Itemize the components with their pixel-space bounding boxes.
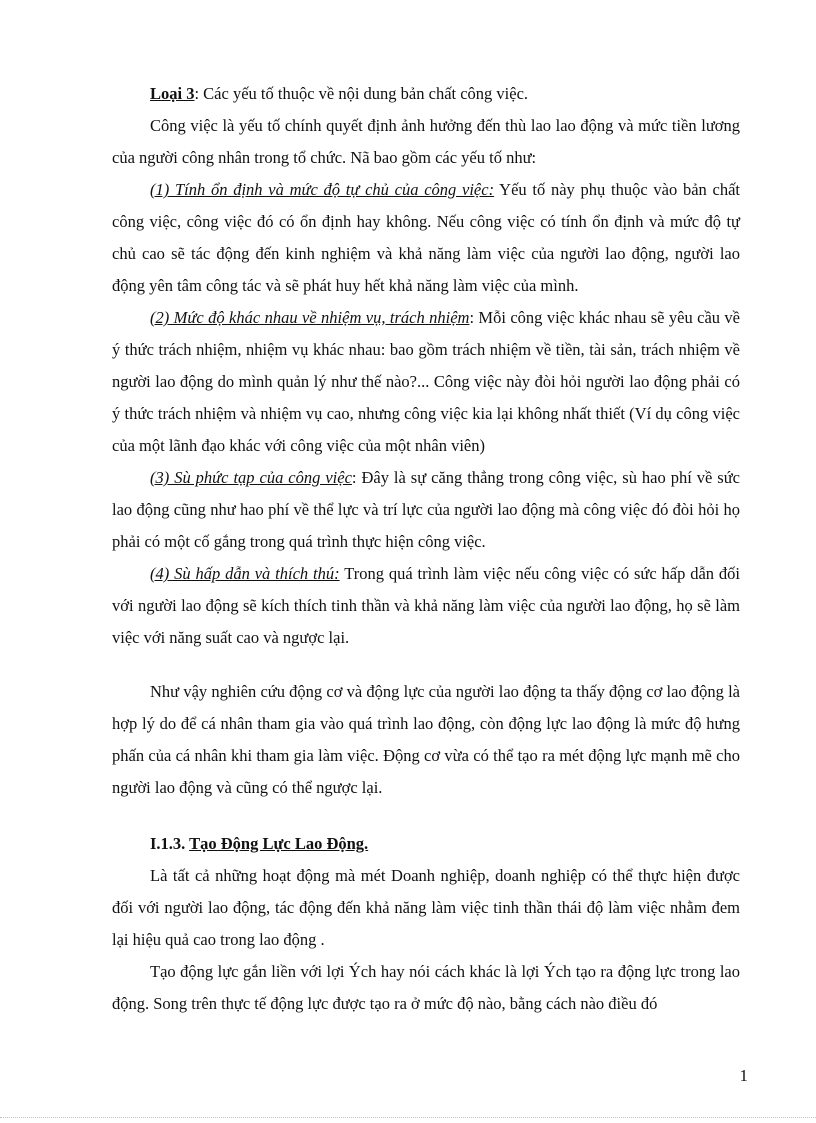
factor-3-label: (3) Sù phức tạp của công việc (150, 468, 352, 487)
paragraph-loi-ich (112, 956, 740, 1020)
factor-1-label: (1) Tính ổn định và mức độ tự chủ của công việc: (150, 180, 495, 199)
factor-4-text: Trong quá trình làm việc nếu công việc có sức hấp dẫn đối với người lao động sẽ kích thích tinh thần và khả năng làm việc của người lao động, họ sẽ làm việc với năng suất cao và ngược lại. (112, 564, 740, 647)
section-number: I.1.3. (150, 834, 190, 853)
definition-text: Là tất cả những hoạt động mà mét Doanh nghiệp, doanh nghiệp có thể thực hiện được đối với người lao động, tác động đến khả năng làm việc tinh thần thái độ làm việc nhằm đem lại hiệu quả cao trong lao động . (112, 866, 740, 949)
factor-3-text: : Đây là sự căng thẳng trong công việc, sù hao phí về sức lao động cũng như hao phí về thể lực và trí lực của người lao động mà công việc đó đòi hỏi họ phải có một cố gắng trong quá trình thực hiện công việc. (112, 468, 740, 551)
factor-1-text: Yếu tố này phụ thuộc vào bản chất công việc, công việc đó có ổn định hay không. Nếu công việc có tính ổn định và mức độ tự chủ cao sẽ tác động đến kinh nghiệm và khả năng làm việc của người lao động, người lao động yên tâm công tác và sẽ phát huy hết khả năng làm việc của mình. (112, 180, 740, 295)
page-bottom-divider (0, 1117, 816, 1118)
loai-3-label: Loại 3 (150, 84, 195, 103)
factor-4-label: (4) Sù hấp dẫn và thích thú: (150, 564, 340, 583)
factor-2-text: : Mỗi công việc khác nhau sẽ yêu cầu về ý thức trách nhiệm, nhiệm vụ khác nhau: bao gồm trách nhiệm về tiền, tài sản, trách nhiệm về người lao động do mình quản lý như thế nào?... Công việc này đòi hỏi người lao động phải có ý thức trách nhiệm và nhiệm vụ cao, nhưng công việc kia lại không nhất thiết (Ví dụ công việc của một lãnh đạo khác với công việc của một nhân viên) (112, 308, 740, 455)
section-heading (112, 828, 740, 860)
paragraph-cong-viec (112, 110, 740, 174)
paragraph-factor-3 (112, 462, 740, 558)
body-text (112, 78, 740, 1020)
page-number: 1 (739, 1066, 748, 1085)
paragraph-loai-3 (112, 78, 740, 110)
loai-3-text: : Các yếu tố thuộc về nội dung bản chất công việc. (194, 84, 529, 103)
paragraph-factor-4 (112, 558, 740, 654)
paragraph-definition (112, 860, 740, 956)
factor-2-label: (2) Mức độ khác nhau về nhiệm vụ, trách nhiệm (150, 308, 470, 327)
paragraph-factor-1 (112, 174, 740, 302)
loi-ich-text: Tạo động lực gắn liền với lợi Ých hay nói cách khác là lợi Ých tạo ra động lực trong lao động. Song trên thực tế động lực được tạo ra ở mức độ nào, bằng cách nào điều đó (112, 962, 740, 1013)
paragraph-summary (112, 676, 740, 804)
spacer (112, 654, 740, 676)
paragraph-factor-2 (112, 302, 740, 462)
spacer (112, 804, 740, 828)
summary-text: Như vậy nghiên cứu động cơ và động lực của người lao động ta thấy động cơ lao động là hợp lý do để cá nhân tham gia vào quá trình lao động, còn động lực lao động là mức độ hưng phấn của cá nhân khi tham gia làm việc. Động cơ vừa có thể tạo ra mét động lực mạnh mẽ cho người lao động và cũng có thể ngược lại. (112, 682, 740, 797)
section-title: Tạo Động Lực Lao Động. (189, 834, 369, 853)
cong-viec-text: Công việc là yếu tố chính quyết định ảnh hưởng đến thù lao lao động và mức tiền lương của người công nhân trong tổ chức. Nã bao gồm các yếu tố như: (112, 116, 740, 167)
